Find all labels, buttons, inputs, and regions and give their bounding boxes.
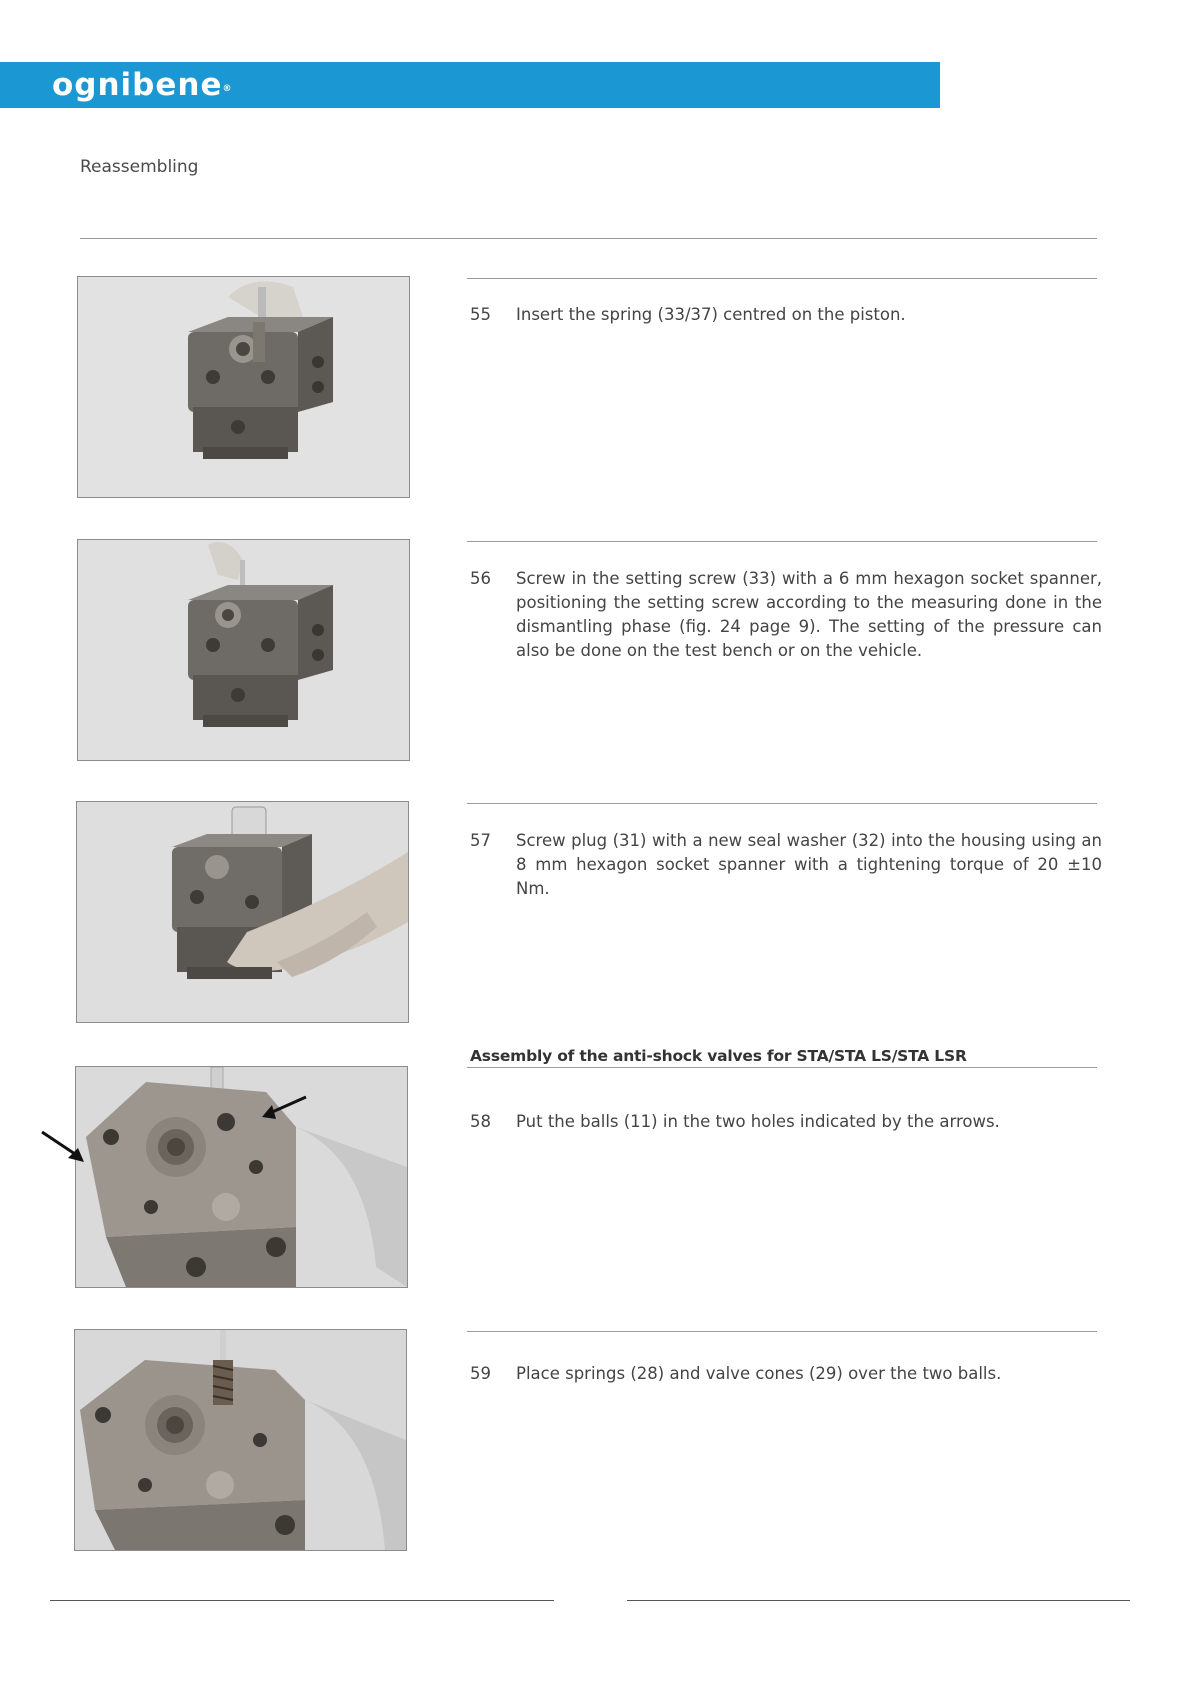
- photo-step-55-image: [78, 277, 409, 497]
- step-text: Put the balls (11) in the two holes indicated by the arrows.: [516, 1112, 1000, 1131]
- subsection-heading: Assembly of the anti-shock valves for STA/STA LS/STA LSR: [470, 1047, 967, 1065]
- photo-step-56-image: [78, 540, 409, 760]
- brand-name: ognibene: [52, 67, 223, 103]
- step-56: [470, 567, 1102, 663]
- brand-logo: [52, 66, 233, 104]
- step-number: 58: [470, 1112, 491, 1131]
- photo-step-59: [74, 1329, 407, 1551]
- step-58-divider: [467, 1067, 1097, 1068]
- arrow-icon-right: [258, 1093, 308, 1121]
- step-59-divider: [467, 1331, 1097, 1332]
- header-bar: [0, 62, 940, 108]
- step-text: Screw in the setting screw (33) with a 6 mm hexagon socket spanner, positioning the setting screw according to the measuring done in the dismantling phase (fig. 24 page 9). The setting of the pressure can also be done on the test bench or on the vehicle.: [516, 569, 1102, 660]
- photo-step-59-image: [75, 1330, 406, 1550]
- step-57: [470, 829, 1102, 901]
- photo-step-55: [77, 276, 410, 498]
- step-55: [470, 303, 1102, 327]
- step-58: [470, 1110, 1102, 1134]
- step-number: 56: [470, 569, 491, 588]
- step-55-divider: [467, 278, 1097, 279]
- photo-step-58: [75, 1066, 408, 1288]
- footer-rule-right: [627, 1600, 1130, 1601]
- section-title: Reassembling: [80, 157, 199, 177]
- photo-step-57-image: [77, 802, 408, 1022]
- photo-step-58-image: [76, 1067, 407, 1287]
- section-divider: [80, 238, 1097, 239]
- step-number: 55: [470, 305, 491, 324]
- arrow-icon-left: [40, 1130, 88, 1164]
- step-text: Insert the spring (33/37) centred on the piston.: [516, 305, 906, 324]
- footer-rule-left: [50, 1600, 554, 1601]
- step-number: 59: [470, 1364, 491, 1383]
- step-56-divider: [467, 541, 1097, 542]
- step-59: [470, 1362, 1102, 1386]
- photo-step-56: [77, 539, 410, 761]
- step-text: Place springs (28) and valve cones (29) over the two balls.: [516, 1364, 1002, 1383]
- step-text: Screw plug (31) with a new seal washer (32) into the housing using an 8 mm hexagon socket spanner with a tightening torque of 20 ±10 Nm.: [516, 831, 1102, 898]
- registered-mark: ®: [222, 84, 233, 94]
- step-57-divider: [467, 803, 1097, 804]
- photo-step-57: [76, 801, 409, 1023]
- step-number: 57: [470, 831, 491, 850]
